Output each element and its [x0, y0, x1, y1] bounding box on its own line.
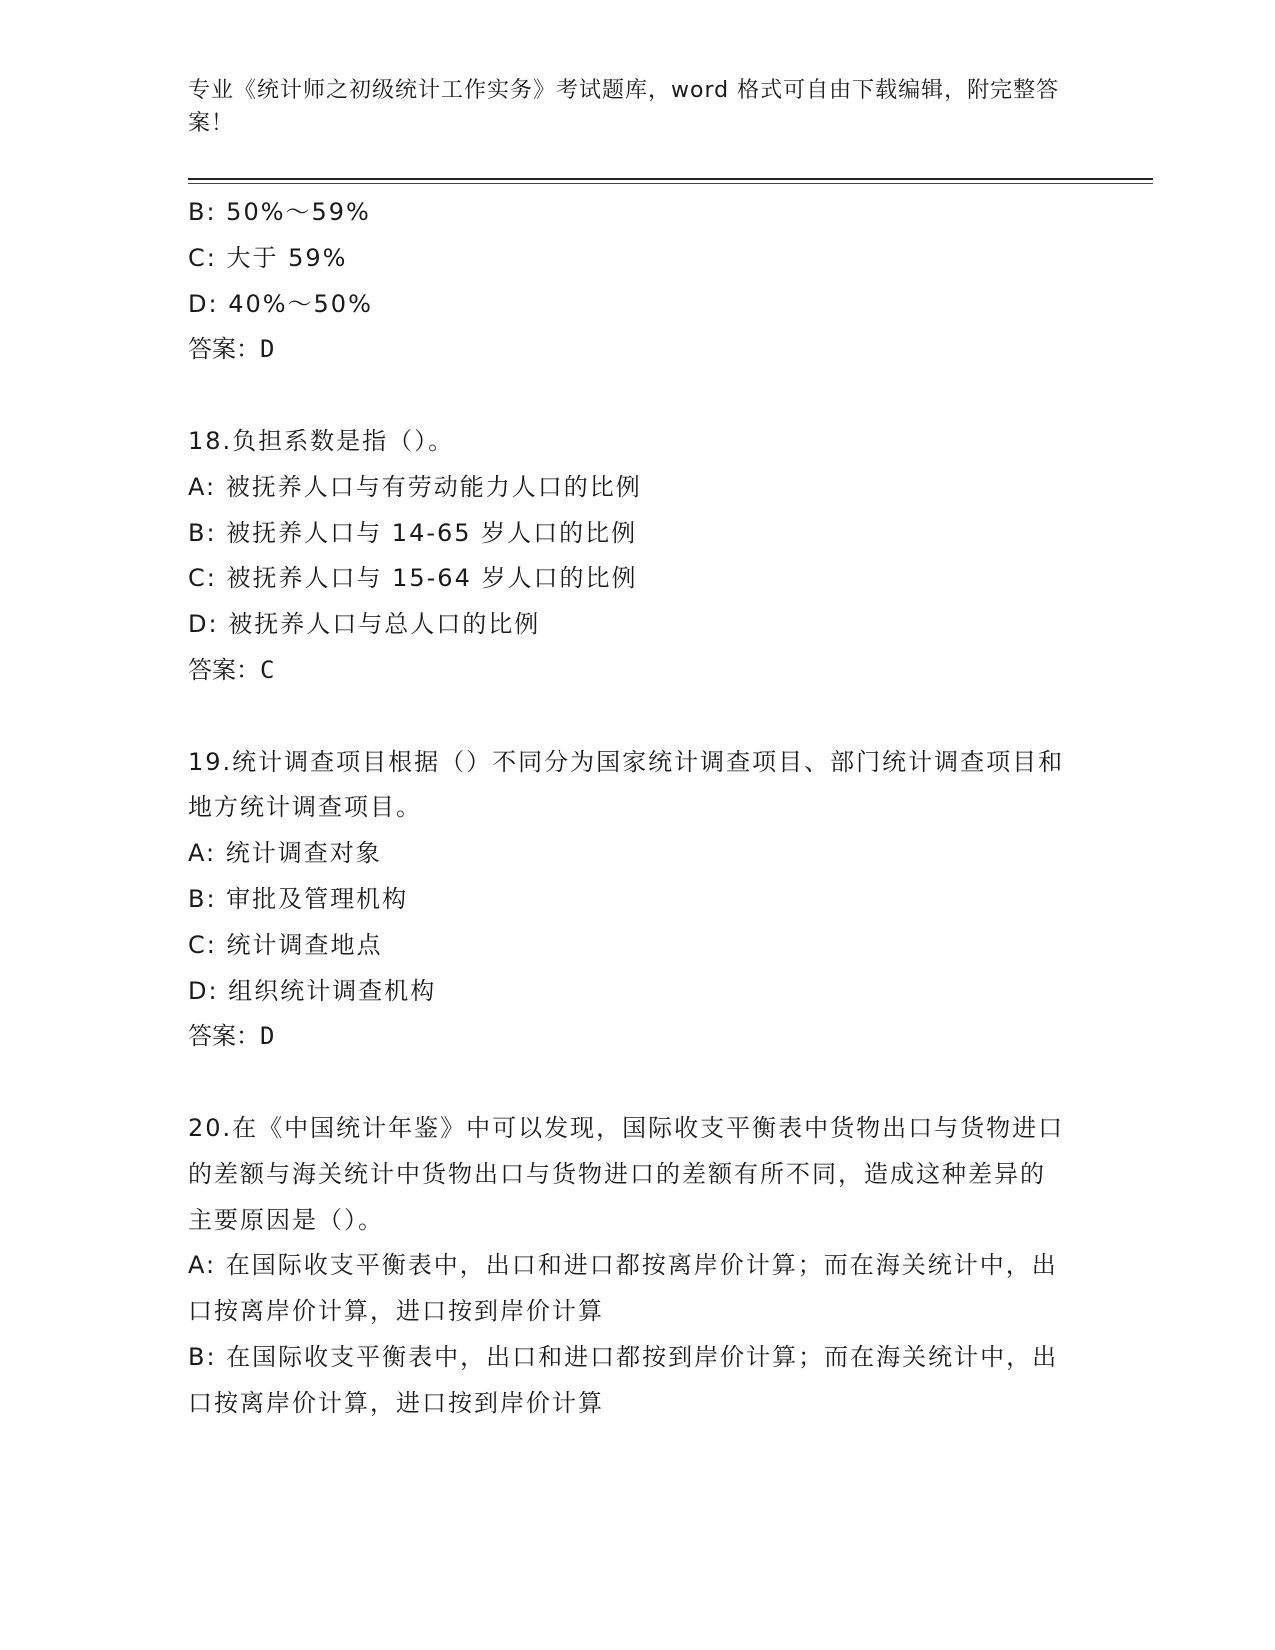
question-19 — [188, 740, 1068, 1061]
option-b: B: 50%～59% — [188, 198, 371, 226]
option-a: A: 在国际收支平衡表中，出口和进口都按离岸价计算；而在海关统计中，出口按离岸价计算，进口按到岸价计算 — [188, 1251, 1058, 1326]
answer-line: 答案：D — [188, 1022, 275, 1051]
question-18 — [188, 419, 1068, 694]
header-divider-thick — [188, 178, 1153, 180]
question-text: 20.在《中国统计年鉴》中可以发现，国际收支平衡表中货物出口与货物进口的差额与海关统计中货物出口与货物进口的差额有所不同，造成这种差异的主要原因是（）。 — [188, 1113, 1065, 1234]
question-20 — [188, 1106, 1068, 1427]
spacer — [188, 1060, 1068, 1106]
spacer — [188, 373, 1068, 419]
option-b: B: 在国际收支平衡表中，出口和进口都按到岸价计算；而在海关统计中，出口按离岸价计算，进口按到岸价计算 — [188, 1342, 1059, 1417]
option-d: D: 40%～50% — [188, 289, 373, 318]
option-a: A: 统计调查对象 — [188, 839, 382, 868]
option-c: C: 大于 59% — [188, 243, 348, 272]
option-d: D: 组织统计调查机构 — [188, 976, 437, 1005]
option-c: C: 统计调查地点 — [188, 930, 383, 959]
option-c: C: 被抚养人口与 15-64 岁人口的比例 — [188, 564, 638, 593]
answer-line: 答案：C — [188, 655, 275, 684]
question-text: 18.负担系数是指（）。 — [188, 426, 455, 455]
question-text: 19.统计调查项目根据（）不同分为国家统计调查项目、部门统计调查项目和地方统计调查项目。 — [188, 747, 1065, 822]
option-b: B: 被抚养人口与 14-65 岁人口的比例 — [188, 518, 638, 547]
header-divider-thin — [188, 183, 1153, 184]
option-b: B: 审批及管理机构 — [188, 884, 409, 913]
answer-line: 答案：D — [188, 335, 275, 364]
continued-question — [188, 190, 1068, 373]
option-a: A: 被抚养人口与有劳动能力人口的比例 — [188, 472, 642, 501]
page-header: 专业《统计师之初级统计工作实务》考试题库，word 格式可自由下载编辑，附完整答案！ — [188, 78, 1060, 136]
spacer — [188, 694, 1068, 740]
option-d: D: 被抚养人口与总人口的比例 — [188, 610, 541, 639]
document-body — [188, 190, 1068, 1427]
